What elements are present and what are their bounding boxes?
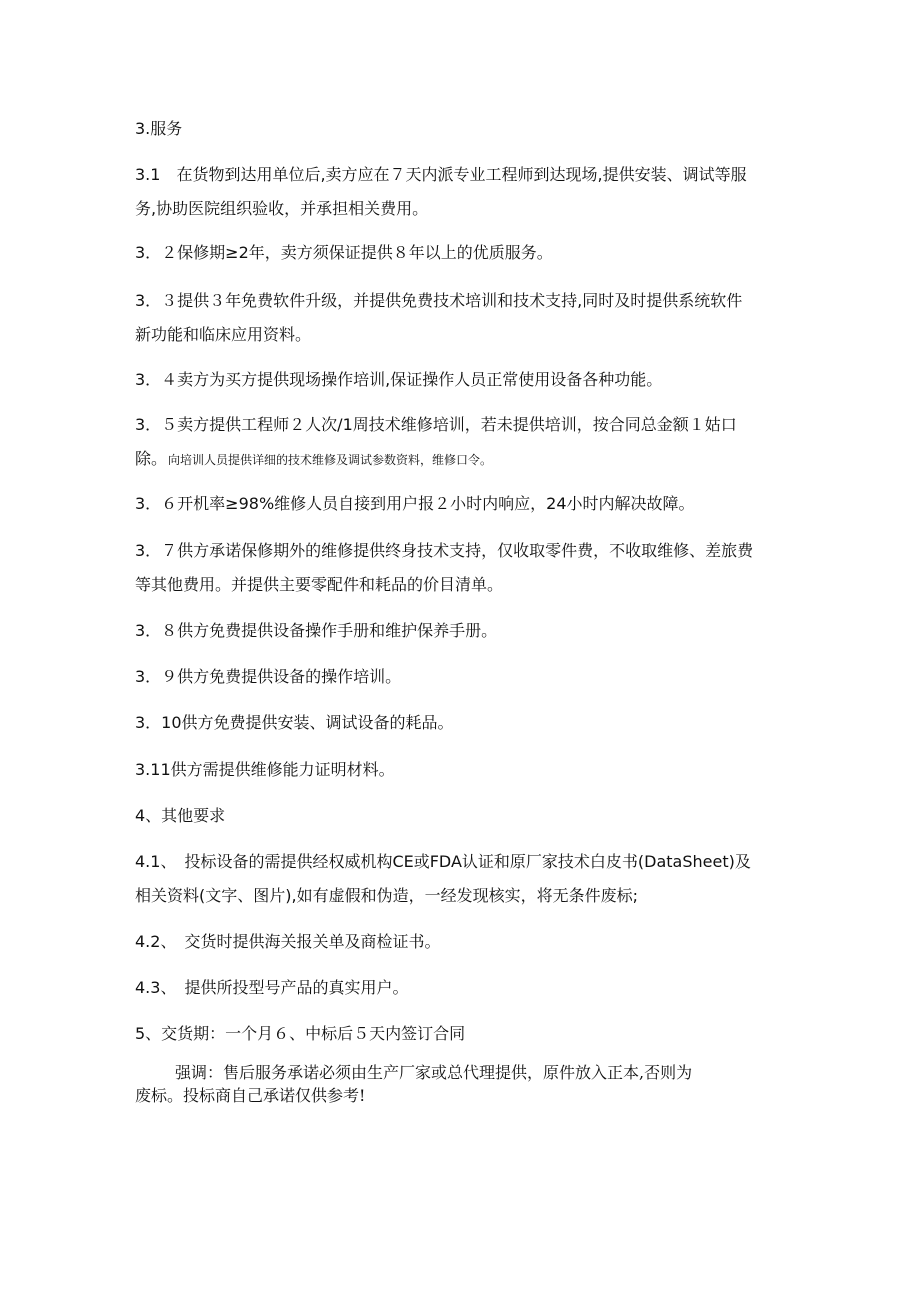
clause-4-2: 4.2、 交货时提供海关报关单及商检证书。	[135, 932, 441, 951]
clause-3-5-line-1: 3．５卖方提供工程师２人次/1周技术维修培训，若未提供培训，按合同总金额１姑口	[135, 415, 737, 434]
clause-4-1-line-2: 相关资料(文字、图片),如有虚假和伪造，一经发现核实，将无条件废标;	[135, 886, 638, 905]
clause-3-3-line-2: 新功能和临床应用资料。	[135, 325, 312, 344]
clause-3-1-line-2: 务,协助医院组织验收，并承担相关费用。	[135, 199, 429, 218]
section-3-heading: 3.服务	[135, 119, 183, 138]
clause-3-7-line-2: 等其他费用。并提供主要零配件和耗品的价目清单。	[135, 575, 504, 594]
clause-3-9: 3．９供方免费提供设备的操作培训。	[135, 667, 402, 686]
clause-3-3-line-1: 3．３提供３年免费软件升级，并提供免费技术培训和技术支持,同时及时提供系统软件	[135, 291, 743, 310]
clause-3-5-line-2-small: 向培训人员提供详细的技术维修及调试参数资料，维修口令。	[168, 453, 493, 467]
clause-3-4: 3．４卖方为买方提供现场操作培训,保证操作人员正常使用设备各种功能。	[135, 370, 663, 389]
emphasis-note-line-1: 强调：售后服务承诺必须由生产厂家或总代理提供，原件放入正本,否则为	[175, 1063, 693, 1082]
section-5-delivery: 5、交货期：一个月６、中标后５天内签订合同	[135, 1024, 466, 1043]
clause-3-5-line-2	[135, 448, 492, 471]
section-4-heading: 4、其他要求	[135, 806, 226, 825]
clause-3-8: 3．８供方免费提供设备操作手册和维护保养手册。	[135, 621, 498, 640]
clause-3-2: 3．２保修期≥2年，卖方须保证提供８年以上的优质服务。	[135, 243, 553, 262]
clause-3-6: 3．６开机率≥98%维修人员自接到用户报２小时内响应，24小时内解决故障。	[135, 494, 695, 513]
clause-3-5-line-2-main: 除。	[135, 449, 168, 468]
clause-3-7-line-1: 3．７供方承诺保修期外的维修提供终身技术支持，仅收取零件费，不收取维修、差旅费	[135, 541, 754, 560]
clause-4-1-line-1: 4.1、 投标设备的需提供经权威机构CE或FDA认证和原厂家技术白皮书(DataSheet)及	[135, 852, 751, 871]
clause-3-1-line-1: 3.1 在货物到达用单位后,卖方应在７天内派专业工程师到达现场,提供安装、调试等服	[135, 165, 747, 184]
clause-4-3: 4.3、 提供所投型号产品的真实用户。	[135, 978, 409, 997]
clause-3-11: 3.11供方需提供维修能力证明材料。	[135, 760, 395, 779]
emphasis-note-line-2: 废标。投标商自己承诺仅供参考!	[135, 1086, 366, 1105]
clause-3-10: 3．10供方免费提供安装、调试设备的耗品。	[135, 713, 454, 732]
